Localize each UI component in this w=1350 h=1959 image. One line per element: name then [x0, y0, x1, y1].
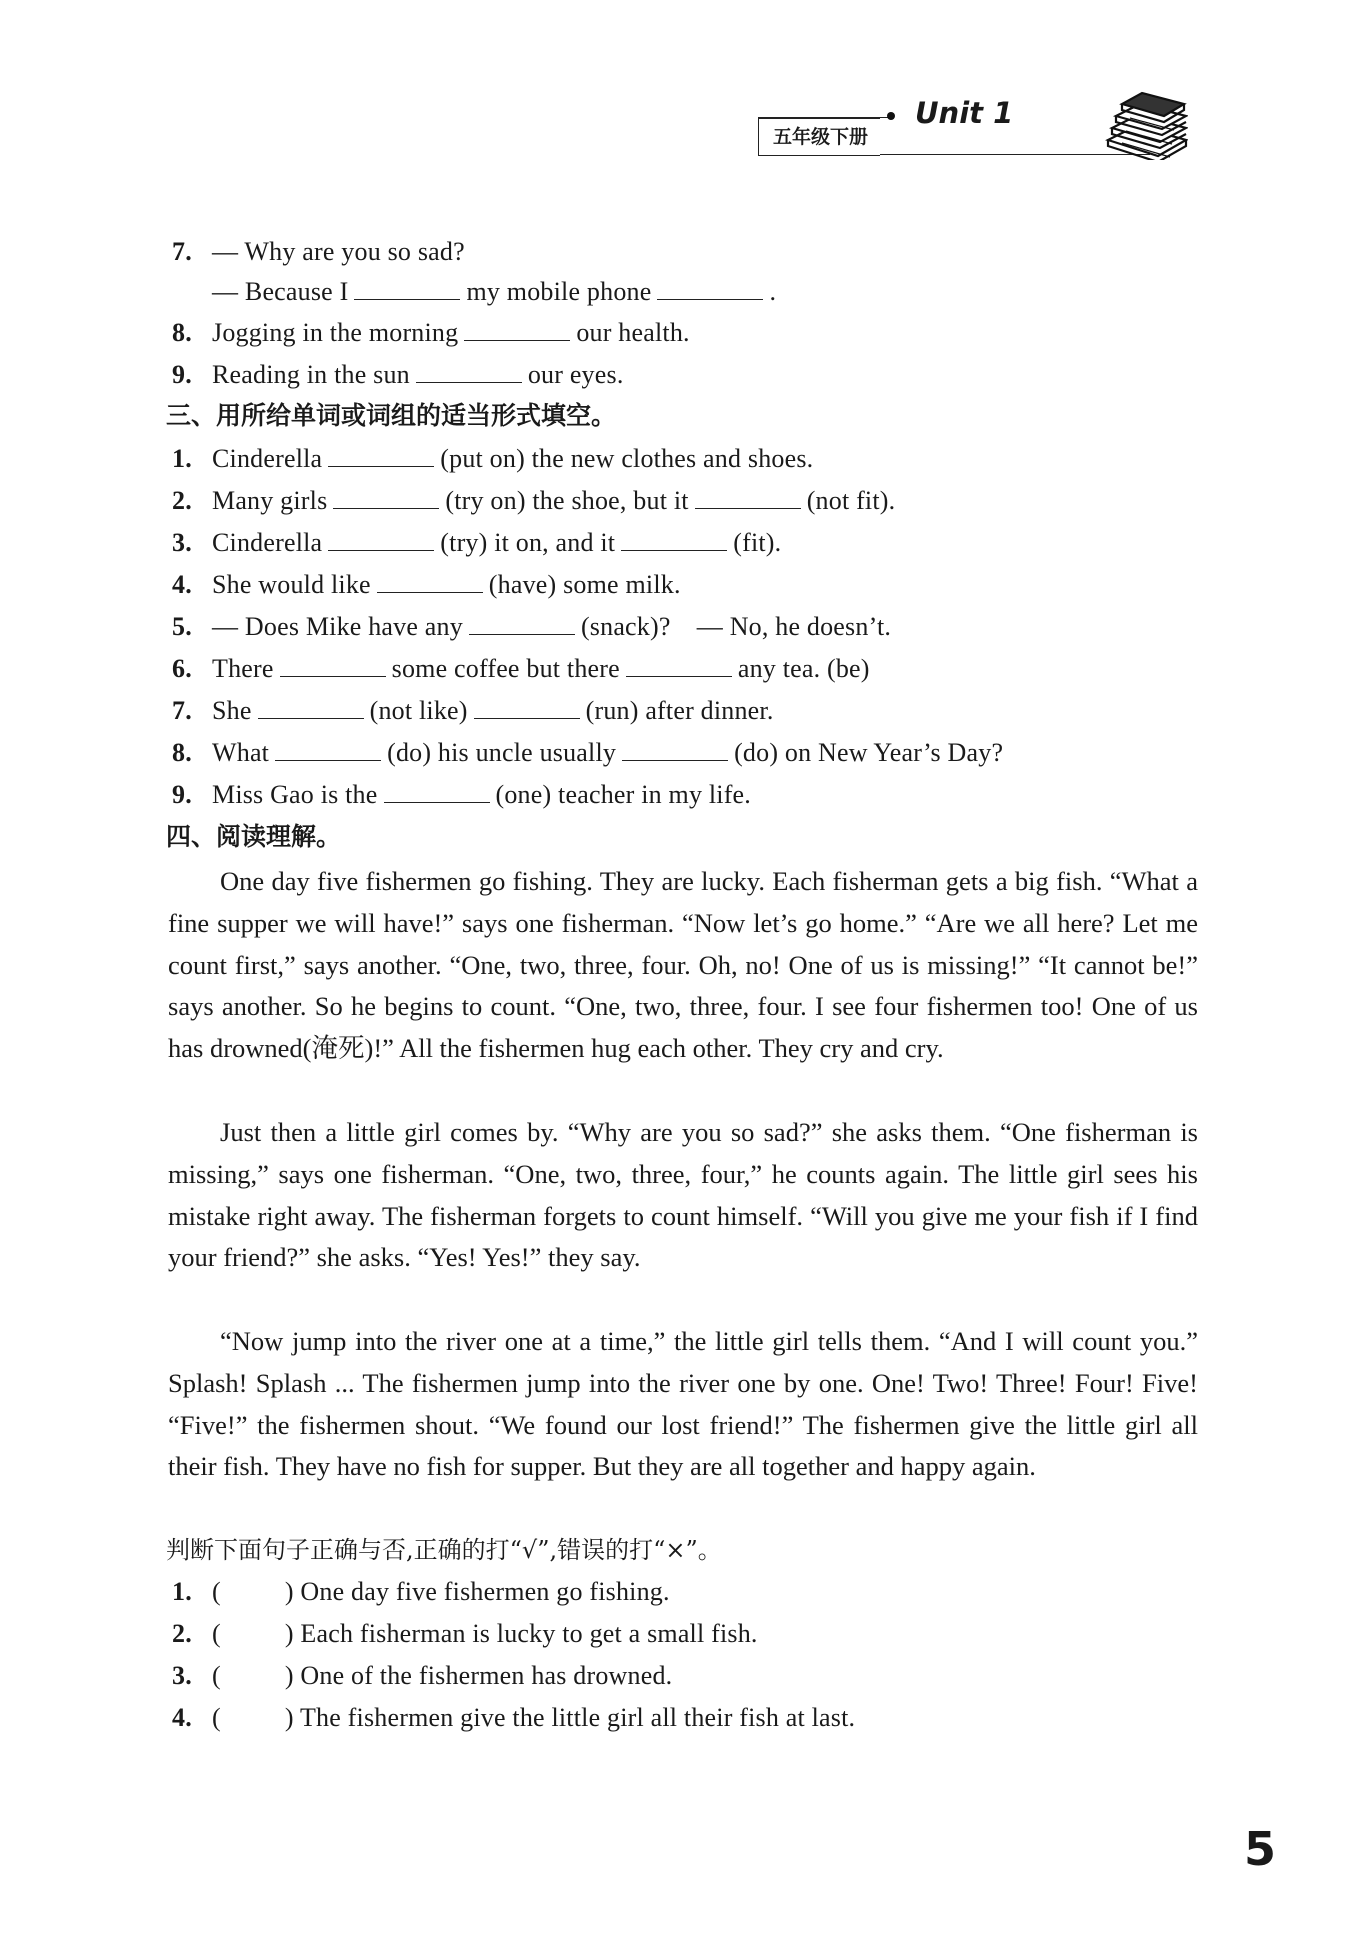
item-text: Jogging in the morning: [212, 318, 459, 347]
s3-item-3: [172, 524, 781, 562]
books-stack-icon: [1100, 88, 1188, 160]
item-text: (snack)? — No, he doesn’t.: [580, 612, 892, 641]
item-text: our health.: [576, 318, 690, 347]
paren-open: (: [212, 1661, 221, 1690]
paren-close: ): [284, 1703, 294, 1732]
item-number: 4.: [172, 570, 192, 599]
item-text: .: [769, 277, 777, 306]
item-number: 7.: [172, 237, 192, 266]
item-text: — Why are you so sad?: [212, 237, 465, 266]
item-number: 7.: [172, 696, 192, 725]
prev-item-9: [172, 356, 624, 394]
reading-paragraph-1: One day five fishermen go fishing. They are lucky. Each fisherman gets a big fish. “What a fine supper we will have!” says one fisherman. “Now let’s go home.” “Are we all here? Let me count first,” says another. “One, two, three, four. Oh, no! One of us is missing!” “It cannot be!” says another. So he begins to count. “One, two, three, four. I see four fishermen too! One of us has drowned(淹死)!” All the fishermen hug each other. They cry and cry.: [168, 866, 1198, 1064]
item-text: (not like): [369, 696, 468, 725]
answer-blank[interactable]: [464, 320, 570, 341]
item-text: Reading in the sun: [212, 360, 410, 389]
item-number: 3.: [172, 528, 192, 557]
item-text: some coffee but there: [391, 654, 620, 683]
item-text: Many girls: [212, 486, 328, 515]
item-text: One day five fishermen go fishing.: [300, 1577, 670, 1606]
item-number: 2.: [172, 1619, 192, 1648]
item-text: — Because I: [212, 277, 349, 306]
item-text: She: [212, 696, 252, 725]
paren-close: ): [284, 1619, 294, 1648]
item-text: Cinderella: [212, 528, 323, 557]
item-text: (try) it on, and it: [440, 528, 616, 557]
reading-paragraph-2: Just then a little girl comes by. “Why are you so sad?” she asks them. “One fisherman is missing,” says one fisherman. “One, two, three, four,” he counts again. The little girl sees his mistake right away. The fisherman forgets to count himself. “Will you give me your fish if I find your friend?” she asks. “Yes! Yes!” they say.: [168, 1117, 1198, 1273]
answer-blank[interactable]: [416, 362, 522, 383]
answer-blank[interactable]: [657, 279, 763, 300]
paren-open: (: [212, 1619, 221, 1648]
judge-item-4: [172, 1699, 855, 1737]
answer-blank[interactable]: [626, 656, 732, 677]
item-number: 8.: [172, 318, 192, 347]
unit-title: Unit 1: [915, 96, 1014, 130]
item-text: our eyes.: [527, 360, 624, 389]
judge-item-1: [172, 1573, 670, 1611]
item-text: (try on) the shoe, but it: [445, 486, 689, 515]
item-number: 1.: [172, 444, 192, 473]
item-number: 4.: [172, 1703, 192, 1732]
answer-blank[interactable]: [621, 530, 727, 551]
paren-close: ): [284, 1577, 294, 1606]
item-number: 6.: [172, 654, 192, 683]
item-text: (not fit).: [806, 486, 896, 515]
s3-item-9: [172, 776, 751, 814]
answer-blank[interactable]: [328, 530, 434, 551]
judge-instruction: 判断下面句子正确与否,正确的打“√”,错误的打“×”。: [166, 1536, 722, 1564]
section-4-title: 四、阅读理解。: [166, 822, 342, 851]
answer-blank[interactable]: [377, 572, 483, 593]
header-dot: [887, 112, 895, 120]
s3-item-7: [172, 692, 774, 730]
item-text: my mobile phone: [466, 277, 652, 306]
item-number: 3.: [172, 1661, 192, 1690]
item-text: (have) some milk.: [488, 570, 681, 599]
paren-close: ): [284, 1661, 294, 1690]
s3-item-2: [172, 482, 895, 520]
answer-blank[interactable]: [280, 656, 386, 677]
answer-blank[interactable]: [695, 488, 801, 509]
item-text: Each fisherman is lucky to get a small fish.: [300, 1619, 758, 1648]
answer-blank[interactable]: [469, 614, 575, 635]
item-text: What: [212, 738, 270, 767]
item-text: (run) after dinner.: [585, 696, 774, 725]
reading-paragraph-3: “Now jump into the river one at a time,” the little girl tells them. “And I will count you.” Splash! Splash ... The fishermen jump into the river one by one. One! Two! Three! Four! Five! “Five!” the fishermen shout. “We found our lost friend!” The fishermen give the little girl all their fish. They have no fish for supper. But they are all together and happy again.: [168, 1326, 1198, 1482]
item-text: Miss Gao is the: [212, 780, 378, 809]
item-text: (fit).: [733, 528, 782, 557]
answer-blank[interactable]: [384, 782, 490, 803]
item-number: 9.: [172, 780, 192, 809]
answer-blank[interactable]: [354, 279, 460, 300]
answer-blank[interactable]: [333, 488, 439, 509]
prev-item-7: [172, 233, 465, 271]
item-number: 8.: [172, 738, 192, 767]
answer-blank[interactable]: [328, 446, 434, 467]
s3-item-6: [172, 650, 870, 688]
item-text: (put on) the new clothes and shoes.: [440, 444, 814, 473]
item-text: Cinderella: [212, 444, 323, 473]
judge-item-2: [172, 1615, 758, 1653]
item-text: — Does Mike have any: [212, 612, 463, 641]
item-text: any tea. (be): [737, 654, 870, 683]
item-number: 5.: [172, 612, 192, 641]
paren-open: (: [212, 1577, 221, 1606]
prev-item-7-answer: [212, 273, 776, 311]
item-text: The fishermen give the little girl all their fish at last.: [299, 1703, 856, 1732]
paren-open: (: [212, 1703, 221, 1732]
s3-item-8: [172, 734, 1003, 772]
grade-label: 五年级下册: [758, 118, 880, 156]
answer-blank[interactable]: [275, 740, 381, 761]
item-number: 9.: [172, 360, 192, 389]
item-text: There: [212, 654, 274, 683]
answer-blank[interactable]: [474, 698, 580, 719]
prev-item-8: [172, 314, 690, 352]
item-number: 1.: [172, 1577, 192, 1606]
s3-item-5: [172, 608, 891, 646]
answer-blank[interactable]: [622, 740, 728, 761]
item-text: (one) teacher in my life.: [495, 780, 751, 809]
section-3-title: 三、用所给单词或词组的适当形式填空。: [166, 401, 617, 430]
item-text: (do) his uncle usually: [387, 738, 617, 767]
answer-blank[interactable]: [258, 698, 364, 719]
item-text: One of the fishermen has drowned.: [300, 1661, 673, 1690]
item-text: (do) on New Year’s Day?: [734, 738, 1004, 767]
item-text: She would like: [212, 570, 371, 599]
judge-item-3: [172, 1657, 672, 1695]
page-number: 5: [1244, 1822, 1277, 1876]
s3-item-4: [172, 566, 681, 604]
s3-item-1: [172, 440, 813, 478]
item-number: 2.: [172, 486, 192, 515]
